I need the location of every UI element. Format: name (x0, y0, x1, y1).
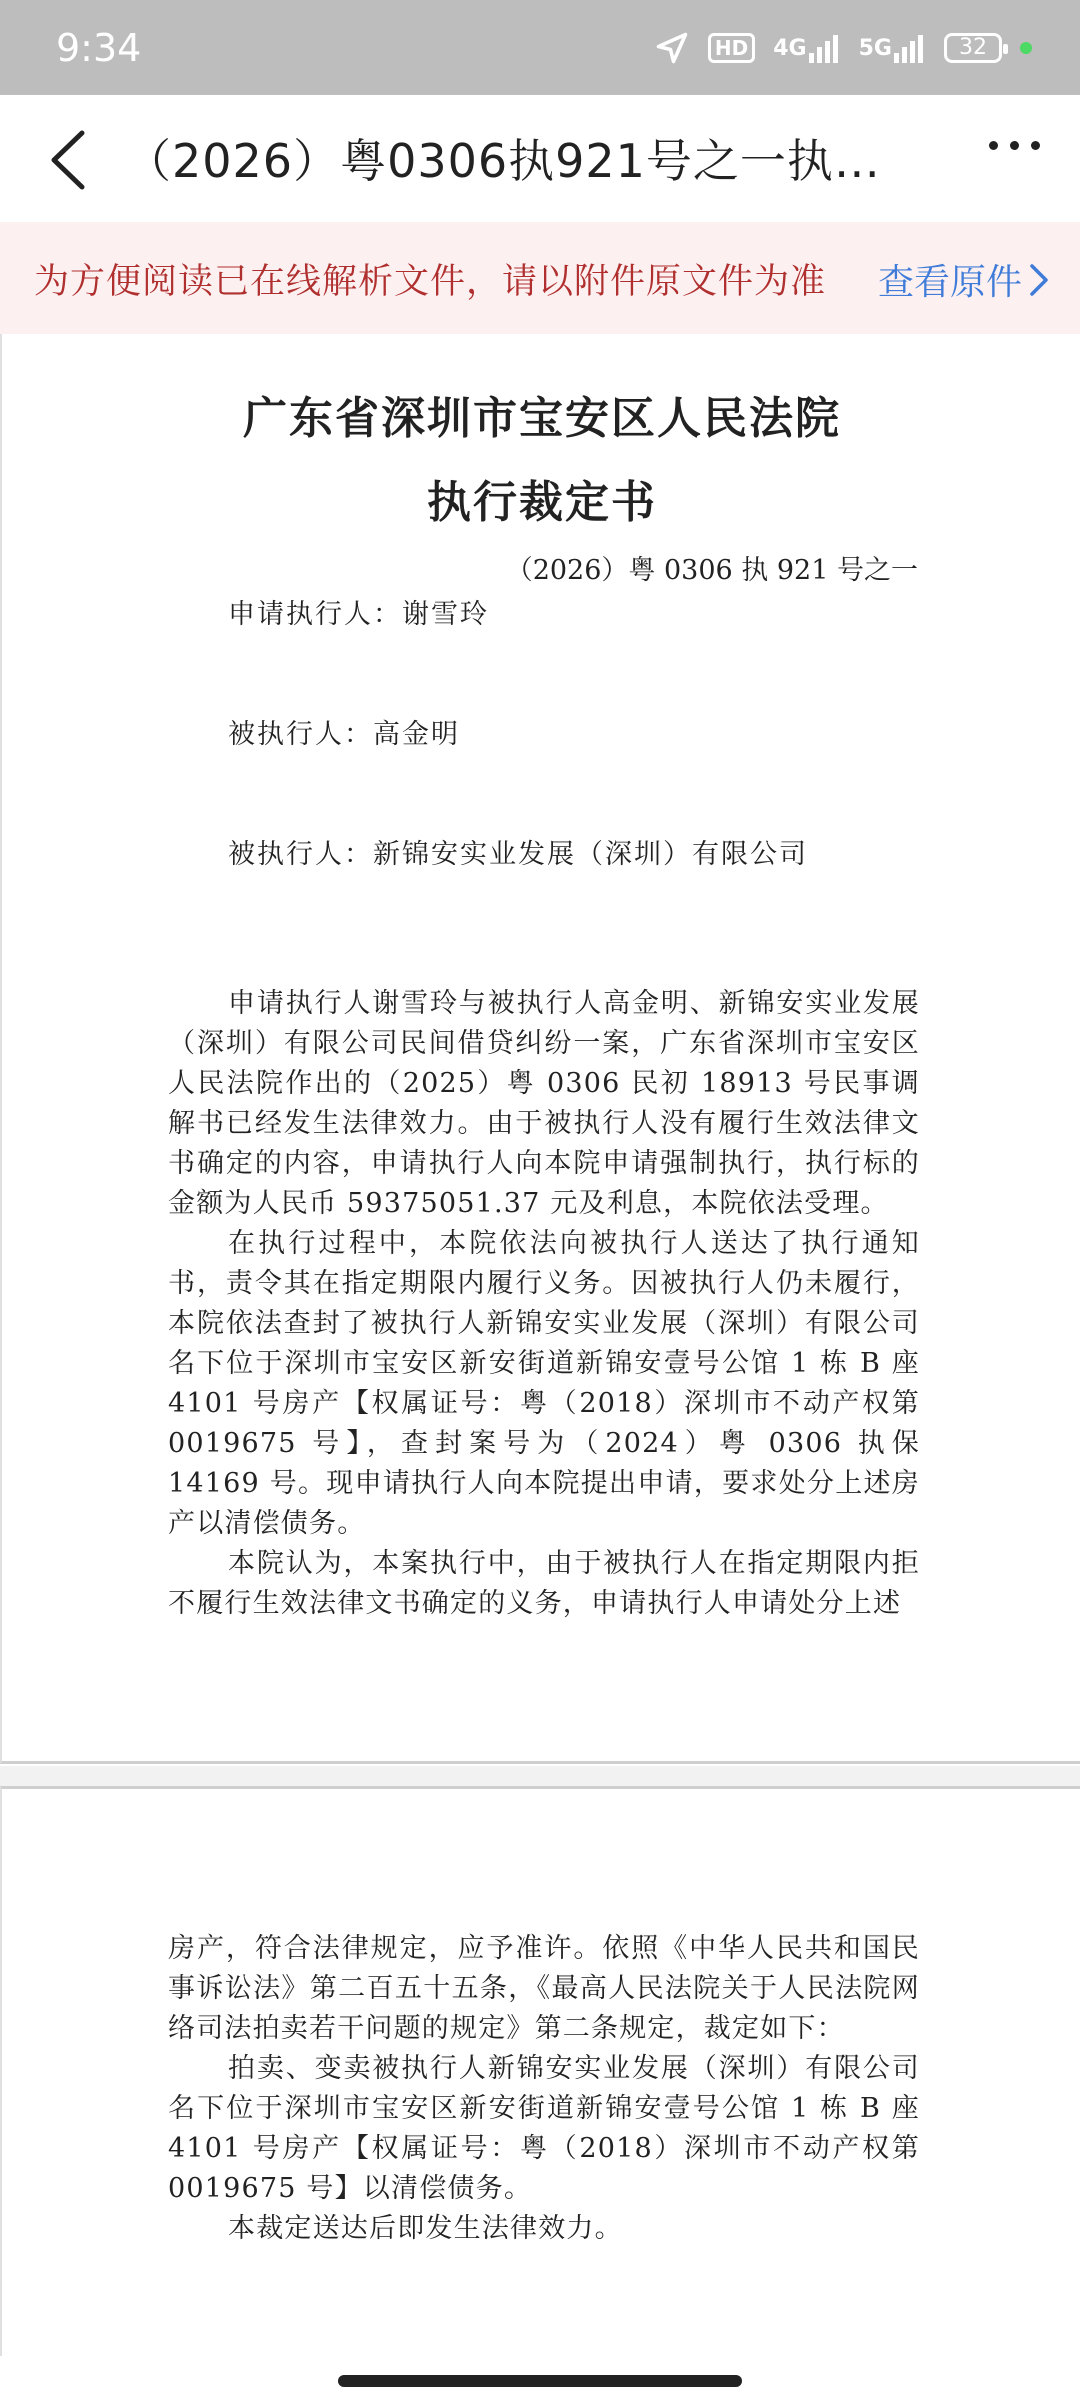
paragraph-background: 申请执行人谢雪玲与被执行人高金明、新锦安实业发展（深圳）有限公司民间借贷纠纷一案，广东省深圳市宝安区人民法院作出的（2025）粤 0306 民初 18913 号民事调解书已经发生法律效力。由于被执行人没有履行生效法律文书确定的内容，申请执行人向本院申请强制执行，执行标的金额为人民币 59375051.37 元及利息，本院依法受理。 (168, 988, 920, 1219)
privacy-indicator-icon (1020, 42, 1032, 54)
respondent-line-2: 被执行人：新锦安实业发展（深圳）有限公司 (228, 839, 808, 870)
parse-notice-banner (0, 222, 1080, 334)
more-dot-icon (989, 141, 998, 150)
case-number: （2026）粤 0306 执 921 号之一 (505, 555, 918, 586)
signal-5g-icon (859, 33, 926, 63)
status-icons (654, 28, 1032, 68)
chevron-right-icon (1028, 262, 1050, 298)
paragraph-ruling: 拍卖、变卖被执行人新锦安实业发展（深圳）有限公司名下位于深圳市宝安区新安街道新锦安壹号公馆 1 栋 B 座 4101 号房产【权属证号：粤（2018）深圳市不动产权第 0019675 号】以清偿债务。 (168, 2053, 920, 2204)
battery-icon: 32 (944, 33, 1002, 63)
document-page-2 (0, 1786, 1080, 2356)
signal-4g-icon (773, 33, 840, 63)
more-dot-icon (1010, 141, 1019, 150)
page-title: （2026）粤0306执921号之一执… (125, 134, 881, 188)
home-indicator[interactable] (338, 2375, 742, 2387)
view-original-link[interactable] (878, 254, 1050, 305)
notice-text: 为方便阅读已在线解析文件，请以附件原文件为准 (34, 262, 827, 302)
view-original-label: 查看原件 (877, 262, 1022, 303)
document-page-1 (0, 334, 1080, 1764)
paragraph-legal-basis: 房产，符合法律规定，应予准许。依照《中华人民共和国民事诉讼法》第二百五十五条，《最高人民法院关于人民法院网络司法拍卖若干问题的规定》第二条规定，裁定如下： (168, 1933, 920, 2044)
paragraph-court-opinion: 本院认为，本案执行中，由于被执行人在指定期限内拒不履行生效法律文书确定的义务，申请执行人申请处分上述 (168, 1548, 920, 1619)
status-bar (0, 0, 1080, 95)
back-button[interactable] (40, 125, 100, 195)
network-4g-label: 4G (773, 35, 807, 61)
more-options-button[interactable] (989, 141, 1040, 150)
court-name: 广东省深圳市宝安区人民法院 (243, 393, 841, 444)
respondent-line-1: 被执行人：高金明 (228, 719, 460, 750)
paragraph-execution-process: 在执行过程中，本院依法向被执行人送达了执行通知书，责令其在指定期限内履行义务。因被执行人仍未履行，本院依法查封了被执行人新锦安实业发展（深圳）有限公司名下位于深圳市宝安区新安街道新锦安壹号公馆 1 栋 B 座 4101 号房产【权属证号：粤（2018）深圳市不动产权第 0019675 号】，查封案号为（2024）粤 0306 执保 14169 号。现申请执行人向本院提出申请，要求处分上述房产以清偿债务。 (168, 1228, 920, 1539)
paragraph-effect: 本裁定送达后即发生法律效力。 (228, 2213, 623, 2244)
more-dot-icon (1031, 141, 1040, 150)
hd-icon: HD (708, 33, 755, 63)
page-separator (0, 1766, 1080, 1788)
nav-bar (0, 95, 1080, 222)
applicant-line: 申请执行人：谢雪玲 (228, 599, 489, 630)
document-title: 执行裁定书 (427, 477, 657, 528)
status-time: 9:34 (56, 26, 142, 70)
location-icon (654, 30, 690, 66)
network-5g-label: 5G (858, 35, 892, 61)
back-arrow-icon (40, 125, 100, 195)
